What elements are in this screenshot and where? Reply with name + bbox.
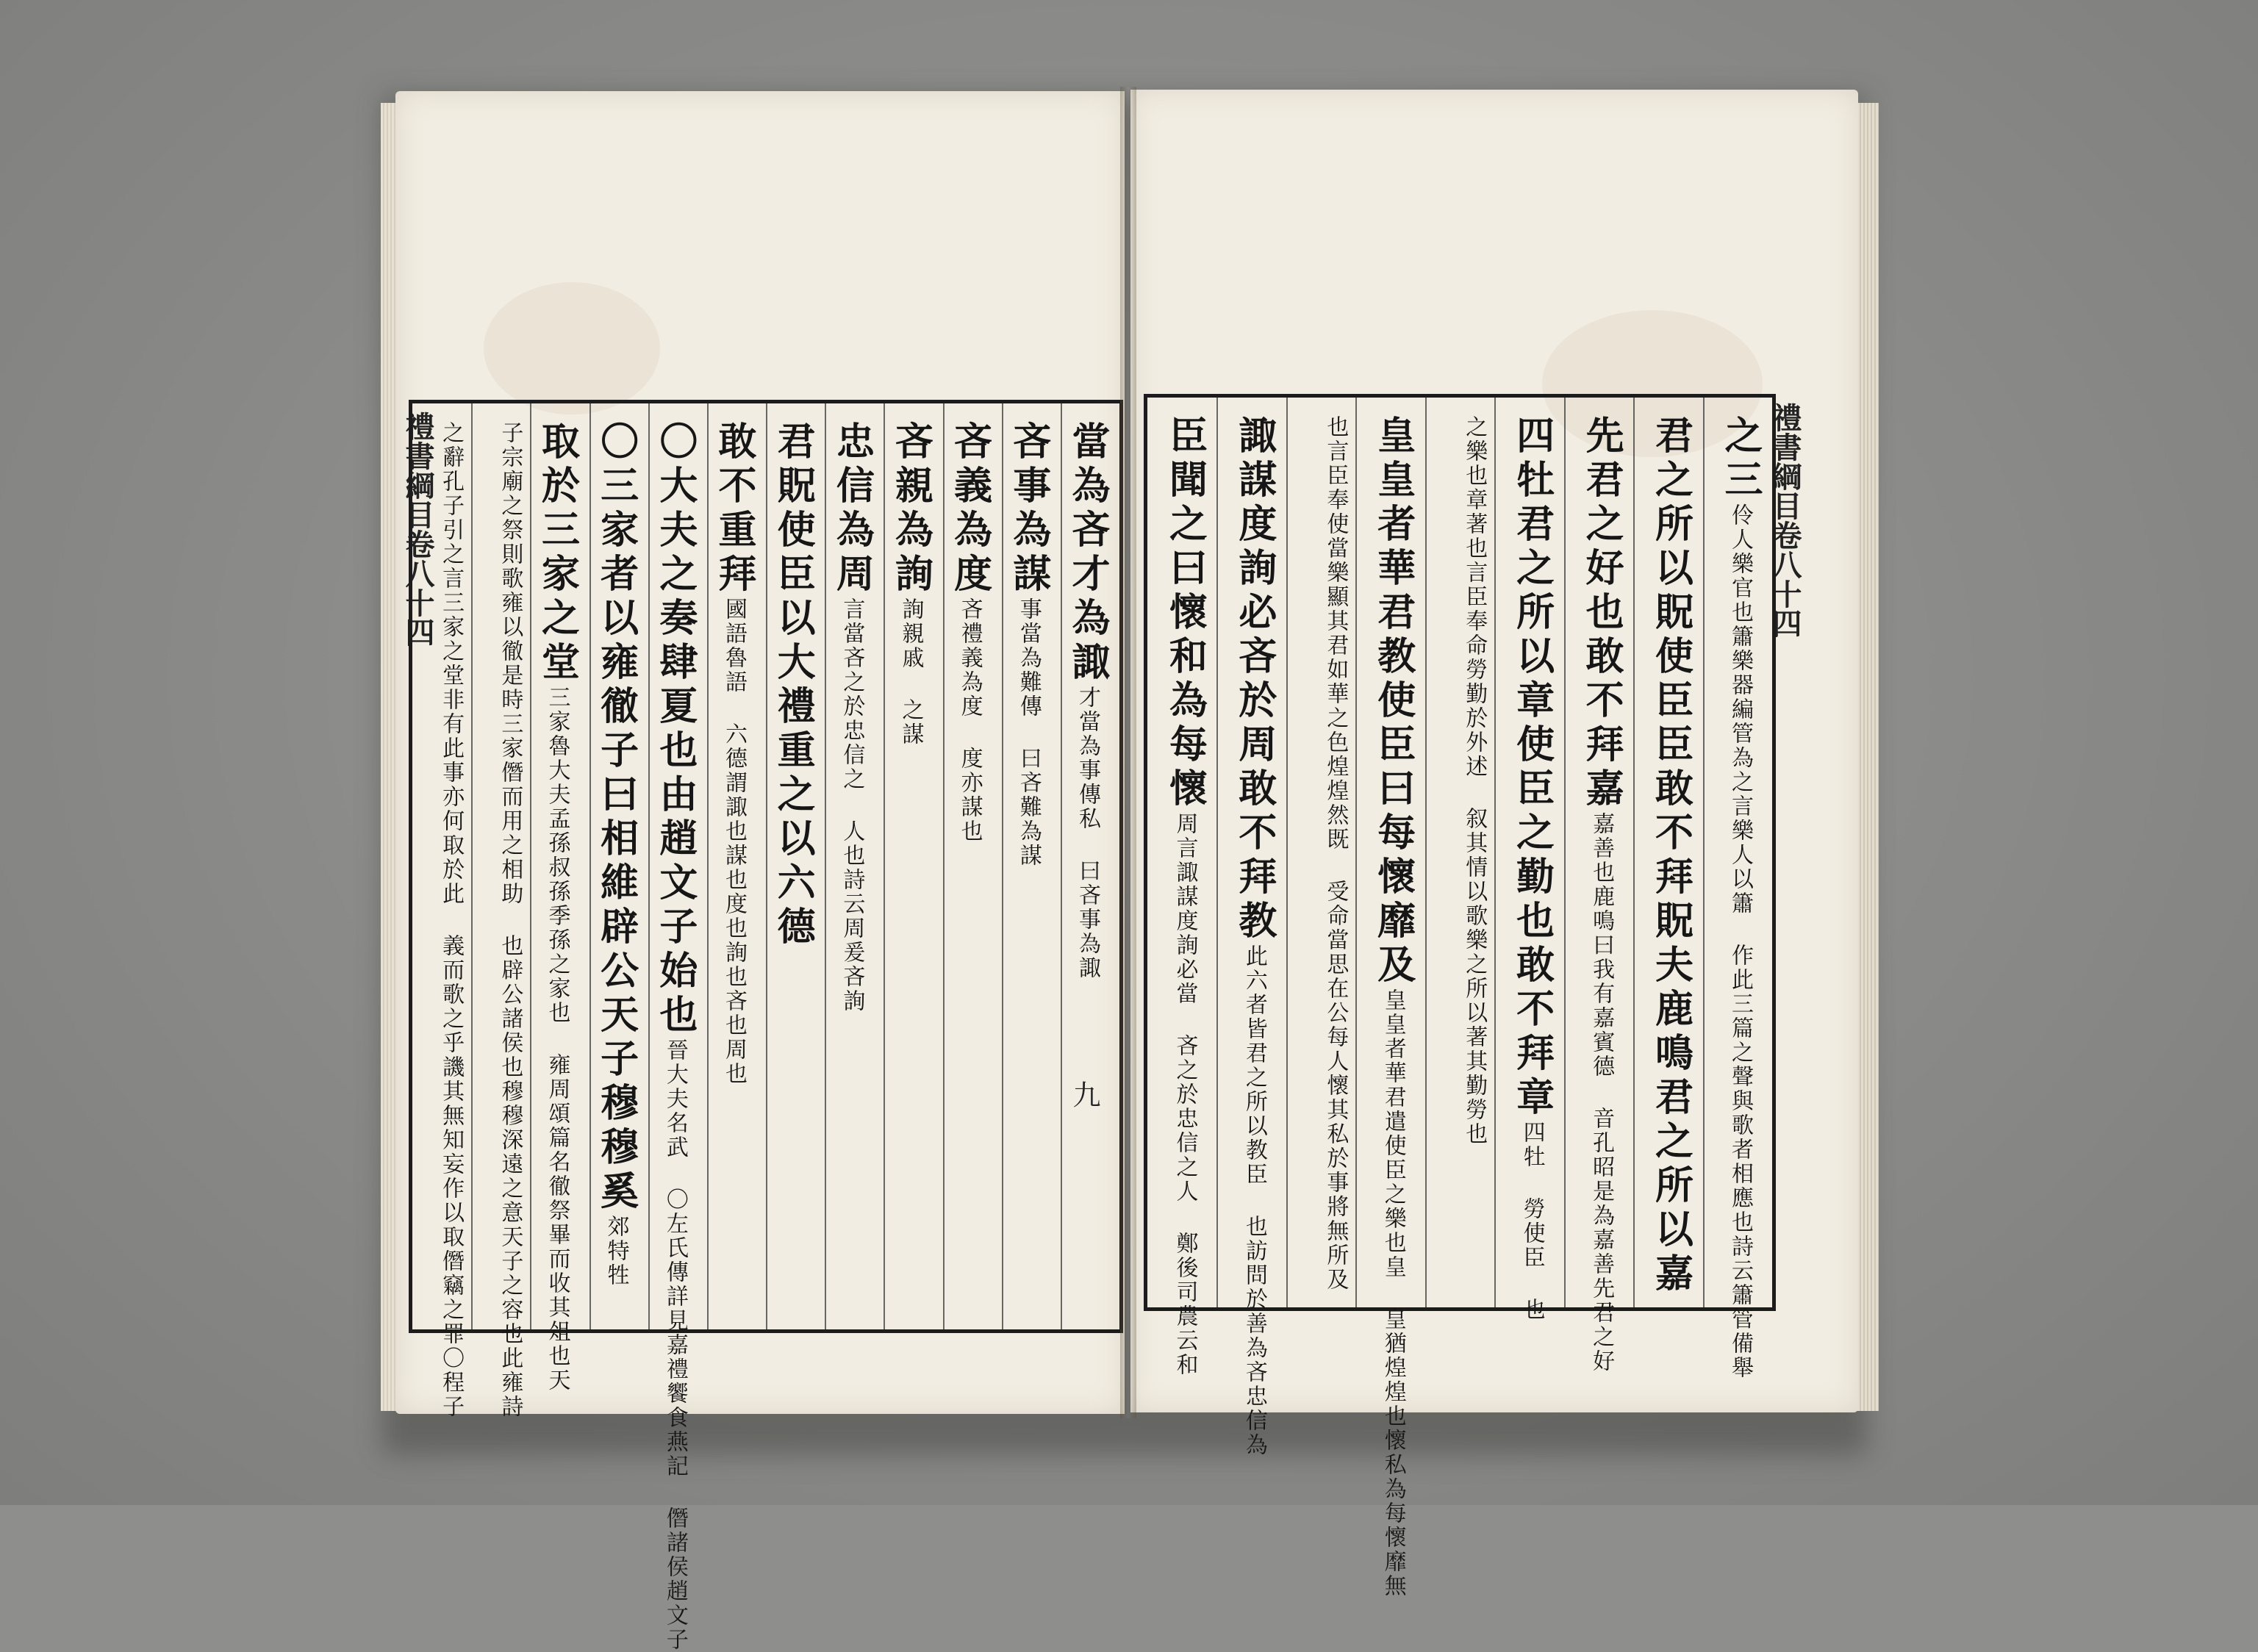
text-column	[1430, 415, 1490, 1294]
text-column	[1152, 415, 1212, 1377]
main-text: 忠信為周	[829, 421, 875, 597]
main-text: 之三	[1717, 415, 1763, 503]
text-column	[1638, 415, 1698, 1297]
main-text: 吝義為度	[947, 421, 992, 597]
commentary-text: 四牡 勞使臣 也	[1519, 1121, 1545, 1322]
left-page-number: 九	[1068, 1080, 1100, 1108]
left-text-frame	[409, 400, 1123, 1652]
text-column	[947, 421, 997, 1316]
text-column	[770, 421, 820, 1316]
column-rule	[766, 403, 767, 1329]
text-column	[829, 421, 879, 1316]
commentary-text: 吝禮義為度 度亦謀也	[956, 597, 983, 844]
main-text: 吝親為詢	[888, 421, 933, 597]
commentary-text: 國語魯語 六德謂諏也謀也度也詢也吝也周也	[720, 597, 747, 1086]
text-column	[1569, 415, 1629, 1373]
column-rule	[589, 403, 591, 1329]
main-text: 君貺使臣以大禮重之以六德	[770, 421, 816, 950]
text-column	[1006, 421, 1056, 1316]
commentary-text: 子宗廟之祭則歌雍以徹是時三家僭而用之相助 也辟公諸侯也穆穆深遠之意天子之容也此雍詩	[497, 421, 523, 1419]
text-column	[1221, 415, 1281, 1457]
main-text: 諏謀度詢必吝於周敢不拜教	[1231, 415, 1277, 944]
text-column	[1499, 415, 1559, 1322]
commentary-text: 才當為事傳私 曰吝事為諏	[1074, 686, 1100, 980]
column-rule	[1425, 398, 1427, 1307]
column-rule	[530, 403, 531, 1329]
commentary-text: 也言臣奉使當樂顯其君如華之色煌煌然既 受命當思在公每人懷其私於事將無所及	[1322, 415, 1349, 1292]
right-text-frame	[1144, 394, 1776, 1598]
text-column	[1291, 415, 1351, 1294]
main-text: 敢不重拜	[711, 421, 756, 597]
column-rule	[1564, 398, 1566, 1307]
text-column	[417, 421, 467, 1419]
main-text: 〇三家者以雍徹子曰相維辟公天子穆穆奚	[593, 421, 639, 1215]
main-text: 取於三家之堂	[534, 421, 580, 686]
text-column	[1065, 421, 1115, 1316]
text-column	[652, 421, 703, 1652]
main-text: 皇皇者華君教使臣曰每懷靡及	[1370, 415, 1416, 988]
text-column	[476, 421, 526, 1419]
text-column	[594, 421, 644, 1316]
text-column	[888, 421, 938, 1316]
main-text: 吝事為謀	[1006, 421, 1051, 597]
column-rule	[707, 403, 709, 1329]
column-rule	[648, 403, 650, 1329]
book-gutter	[1120, 87, 1136, 1418]
commentary-text: 之辭孔子引之言三家之堂非有此事亦何取於此 義而歌之乎譏其無知妄作以取僭竊之罪〇程子	[438, 421, 465, 1419]
main-text: 臣聞之曰懷和為每懷	[1162, 415, 1208, 812]
commentary-text: 伶人樂官也簫樂器編管為之言樂人以簫 作此三篇之聲與歌者相應也詩云簫管備舉	[1727, 503, 1753, 1380]
main-text: 君之所以貺使臣臣敢不拜貺夫鹿鳴君之所以嘉	[1648, 415, 1694, 1297]
column-rule	[1061, 403, 1062, 1329]
column-rule	[825, 403, 826, 1329]
commentary-text: 皇皇者華君遣使臣之樂也皇 皇猶煌煌也懷私為每懷靡無	[1380, 988, 1406, 1598]
column-rule	[1703, 398, 1705, 1307]
text-column	[712, 421, 761, 1316]
main-text: 四牡君之所以章使臣之勤也敢不拜章	[1509, 415, 1555, 1121]
main-text: 先君之好也敢不拜嘉	[1579, 415, 1624, 812]
column-rule	[1002, 403, 1003, 1329]
text-column	[1360, 415, 1420, 1598]
column-rule	[1355, 398, 1357, 1307]
text-column	[1707, 415, 1768, 1380]
commentary-text: 嘉善也鹿鳴曰我有嘉賓德 音孔昭是為嘉善先君之好	[1588, 812, 1615, 1373]
left-folio-title: 禮書綱目卷八十四	[401, 412, 435, 647]
commentary-text: 此六者皆君之所以教臣 也訪問於善為吝忠信為	[1241, 944, 1267, 1457]
commentary-text: 言當吝之於忠信之 人也詩云周爰吝詢	[839, 597, 865, 1013]
commentary-text: 之樂也章著也言臣奉命勞勤於外述 叙其情以歌樂之所以著其勤勞也	[1461, 415, 1488, 1146]
column-rule	[1633, 398, 1635, 1307]
column-rule	[943, 403, 945, 1329]
column-rule	[1494, 398, 1496, 1307]
commentary-text: 三家魯大夫孟孫叔孫季孫之家也 雍周頌篇名徹祭畢而收其俎也天	[544, 686, 570, 1393]
commentary-text: 郊特牲	[603, 1215, 629, 1288]
column-rule	[884, 403, 885, 1329]
column-rule	[471, 403, 473, 1329]
paper-stain	[484, 282, 660, 414]
text-column	[534, 421, 584, 1393]
column-rule	[1216, 398, 1218, 1307]
commentary-text: 事當為難傳 曰吝難為謀	[1015, 597, 1042, 868]
right-folio-title: 禮書綱目卷八十四	[1768, 403, 1802, 638]
commentary-text: 周言諏謀度詢必當 吝之於忠信之人 鄭後司農云和	[1172, 812, 1198, 1377]
commentary-text: 詢親戚 之謀	[897, 597, 924, 747]
commentary-text: 晉大夫名武 〇左氏傳詳見嘉禮饗食燕記 僭諸侯趙文子	[662, 1038, 688, 1652]
column-rule	[1286, 398, 1288, 1307]
main-text: 當為吝才為諏	[1064, 421, 1110, 686]
main-text: 〇大夫之奏肆夏也由趙文子始也	[652, 421, 698, 1038]
